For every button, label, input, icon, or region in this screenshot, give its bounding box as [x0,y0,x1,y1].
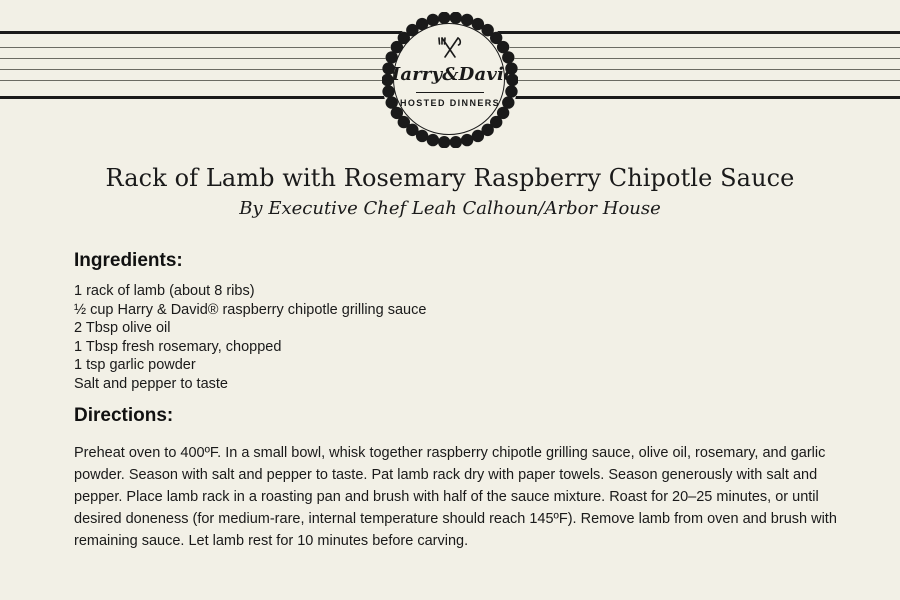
ingredients-heading: Ingredients: [74,250,183,271]
brand-logo-badge [382,12,518,148]
brand-tagline: HOSTED DINNERS [399,98,501,108]
list-item: 1 Tbsp fresh rosemary, chopped [74,338,282,355]
logo-divider [416,92,484,93]
list-item: 2 Tbsp olive oil [74,320,171,337]
directions-section [74,405,850,566]
directions-body: Preheat oven to 400ºF. In a small bowl, whisk together raspberry chipotle grilling sauce, olive oil, rosemary, and garlic powder. Season with salt and pepper to taste. Pat lamb rack dry with paper towels. Season generously with salt and pepper. Place lamb rack in a roasting pan and brush with half of the sauce mixture. Roast for 20–25 minutes, or until desired doneness (for medium-rare, internal temperature should reach 145ºF). Remove lamb from oven and brush with remaining sauce. Let lamb rest for 10 minutes before carving. [74,444,837,549]
ingredients-section [74,250,850,394]
recipe-byline: By Executive Chef Leah Calhoun/Arbor House [239,198,661,219]
brand-name: Harry&David [383,64,517,85]
list-item: ½ cup Harry & David® raspberry chipotle grilling sauce [74,301,427,318]
list-item: Salt and pepper to taste [74,375,228,392]
ingredients-list [74,282,850,394]
recipe-title: Rack of Lamb with Rosemary Raspberry Chipotle Sauce [105,164,795,192]
directions-heading: Directions: [74,405,174,426]
header-band [0,0,900,145]
fork-knife-icon [382,36,518,60]
list-item: 1 tsp garlic powder [74,357,196,374]
list-item: 1 rack of lamb (about 8 ribs) [74,283,255,299]
